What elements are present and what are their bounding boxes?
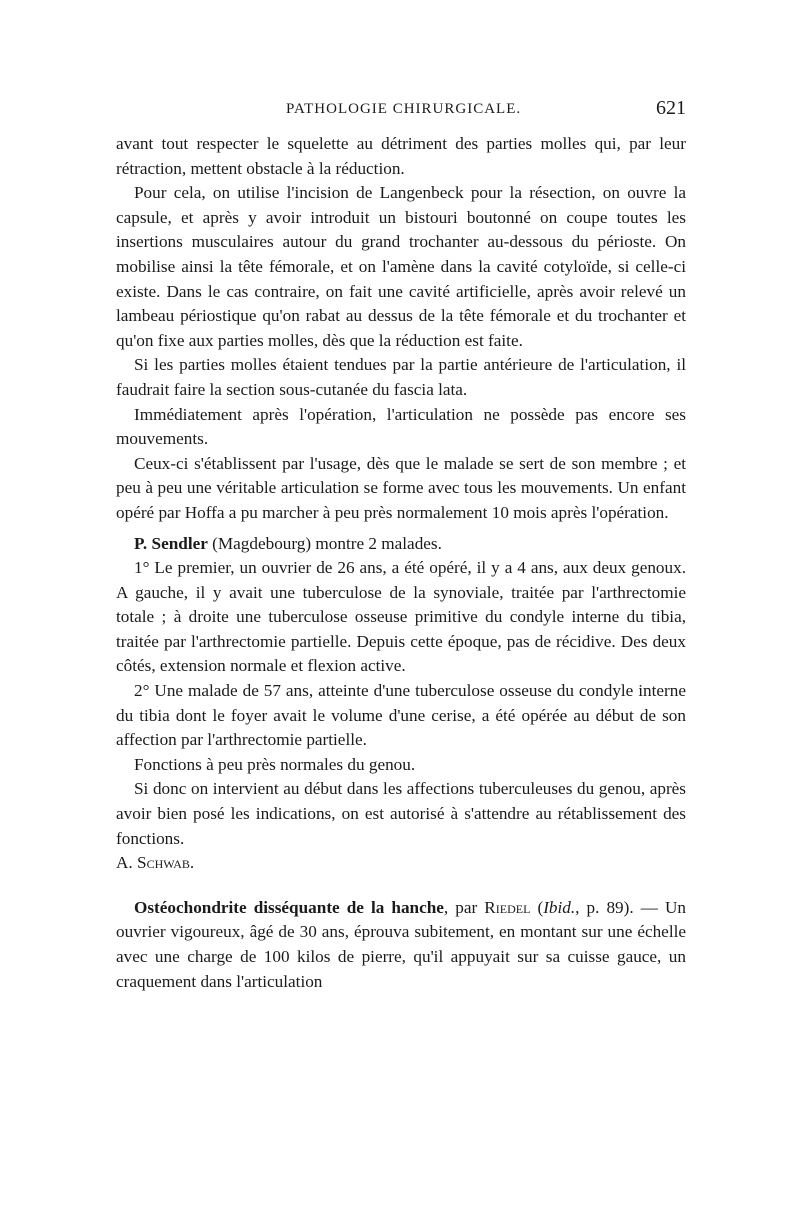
article-ref-close: , p. 89). — [575, 897, 634, 917]
article-ref-ibid: Ibid. — [543, 897, 576, 917]
author-sendler: P. Sendler — [134, 533, 208, 553]
paragraph-movements: Ceux-ci s'établissent par l'usage, dès que le malade se sert de son membre ; et peu à peu une véritable articulation se forme avec tous les mouvements. Un enfant opéré par Hoffa a pu marcher à peu près normalement 10 mois après l'opération. — [116, 453, 686, 522]
article-title: Ostéochondrite disséquante de la hanche — [134, 897, 444, 917]
page-header — [116, 97, 686, 127]
paragraph-sendler — [116, 532, 686, 557]
paragraph-conclusion: Si donc on intervient au début dans les affections tuberculeuses du genou, après avoir bien posé les indications, on est autorisé à s'attendre au rétablissement des fonctions. — [116, 779, 686, 848]
article-author: Riedel — [484, 897, 531, 917]
article-by: , par — [443, 897, 485, 917]
running-head: PATHOLOGIE CHIRURGICALE. — [286, 101, 522, 117]
paragraph-functions: Fonctions à peu près normales du genou. — [134, 754, 416, 774]
paragraph-fascia-lata: Si les parties molles étaient tendues par la partie antérieure de l'articulation, il faudrait faire la section sous-cutanée du fascia lata. — [116, 355, 686, 399]
article-ref-open: ( — [530, 897, 544, 917]
page-body — [116, 132, 686, 994]
article-osteochondrite — [116, 896, 686, 994]
page-number: 621 — [656, 97, 686, 119]
paragraph-continuation: avant tout respecter le squelette au détriment des parties molles qui, par leur rétraction, mettent obstacle à la réduction. — [116, 134, 686, 178]
article-text: — Un ouvrier vigoureux, âgé de 30 ans, éprouva subitement, en montant sur une échelle avec une charge de 100 kilos de pierre, qu'il appuyait sur sa cuisse gauce, un craquement dans l'articulation — [116, 897, 686, 991]
paragraph-technique: Pour cela, on utilise l'incision de Langenbeck pour la résection, on ouvre la capsule, et après y avoir introduit un bistouri boutonné on coupe toutes les insertions musculaires autour du grand trochanter au-dessous du périoste. On mobilise ainsi la tête fémorale, et on l'amène dans la cavité cotyloïde, si celle-ci existe. Dans le cas contraire, on fait une cavité artificielle, après avoir relevé un lambeau périostique qu'on rabat au dessus de la tête fémorale et du trochanter et qu'on fixe aux parties molles, dès que la réduction est faite. — [116, 183, 686, 350]
signature: A. Schwab. — [116, 853, 195, 873]
paragraph-case-2: 2° Une malade de 57 ans, atteinte d'une tuberculose osseuse du condyle interne du tibia dont le foyer avait le volume d'une cerise, a été opérée au début de son affection par l'arthrectomie partielle. — [116, 681, 686, 750]
paragraph-post-operation: Immédiatement après l'opération, l'articulation ne possède pas encore ses mouvements. — [116, 404, 686, 449]
sendler-text: (Magdebourg) montre 2 malades. — [207, 533, 442, 553]
paragraph-case-1: 1° Le premier, un ouvrier de 26 ans, a été opéré, il y a 4 ans, aux deux genoux. A gauche, il y avait une tuberculose de la synoviale, traitée par l'arthrectomie totale ; à droite une tuberculose osseuse primitive du condyle interne du tibia, traitée par l'arthrectomie partielle. Depuis cette époque, pas de récidive. Des deux côtés, extension normale et flexion active. — [116, 558, 686, 676]
